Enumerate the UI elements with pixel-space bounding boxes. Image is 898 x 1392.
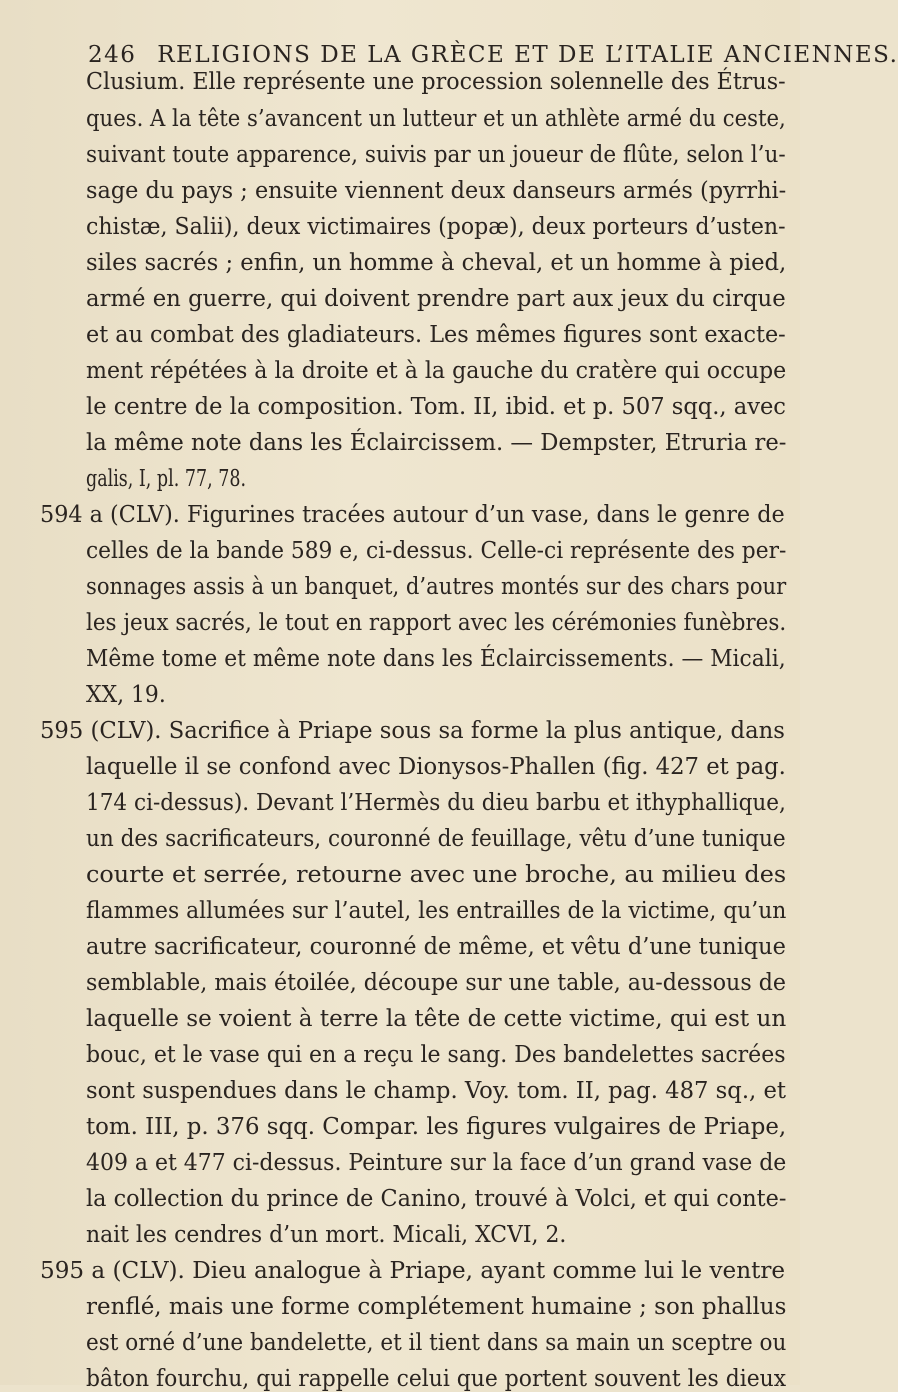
text-line: la même note dans les Éclaircissem. — Dempster, Etruria re- xyxy=(86,428,787,456)
text-line: 594 a (CLV). Figurines tracées autour d’un vase, dans le genre de xyxy=(40,500,785,528)
text-line: tom. III, p. 376 sqq. Compar. les figures vulgaires de Priape, xyxy=(86,1112,787,1140)
text-line: XX, 19. xyxy=(86,680,166,708)
running-title: RELIGIONS DE LA GRÈCE ET DE L’ITALIE ANCIENNES. xyxy=(157,42,898,68)
text-line: Même tome et même note dans les Éclaircissements. — Micali, xyxy=(86,644,786,672)
text-line: celles de la bande 589 e, ci-dessus. Celle-ci représente des per- xyxy=(86,536,787,564)
text-line: 409 a et 477 ci-dessus. Peinture sur la face d’un grand vase de xyxy=(86,1148,787,1176)
text-line: 174 ci-dessus). Devant l’Hermès du dieu barbu et ithyphallique, xyxy=(86,788,786,816)
text-line: autre sacrificateur, couronné de même, et vêtu d’une tunique xyxy=(86,932,786,960)
text-line: Clusium. Elle représente une procession solennelle des Étrus- xyxy=(86,67,786,95)
text-line: sage du pays ; ensuite viennent deux danseurs armés (pyrrhi- xyxy=(86,176,787,204)
text-line: les jeux sacrés, le tout en rapport avec les cérémonies funèbres. xyxy=(86,608,787,636)
text-line: renflé, mais une forme complétement humaine ; son phallus xyxy=(86,1292,787,1320)
running-header xyxy=(88,42,898,68)
page-number: 246 xyxy=(88,42,137,68)
text-line: nait les cendres d’un mort. Micali, XCVI, 2. xyxy=(86,1220,567,1248)
text-line: laquelle il se confond avec Dionysos-Phallen (fig. 427 et pag. xyxy=(86,752,786,780)
text-line: armé en guerre, qui doivent prendre part aux jeux du cirque xyxy=(86,284,786,312)
text-line: sont suspendues dans le champ. Voy. tom. II, pag. 487 sq., et xyxy=(86,1076,787,1104)
text-line: suivant toute apparence, suivis par un joueur de flûte, selon l’u- xyxy=(86,140,786,168)
text-line: courte et serrée, retourne avec une broche, au milieu des xyxy=(86,860,787,888)
text-line: bouc, et le vase qui en a reçu le sang. Des bandelettes sacrées xyxy=(86,1040,786,1068)
text-line: et au combat des gladiateurs. Les mêmes figures sont exacte- xyxy=(86,320,786,348)
text-line: bâton fourchu, qui rappelle celui que portent souvent les dieux xyxy=(86,1364,787,1392)
text-line: 595 (CLV). Sacrifice à Priape sous sa forme la plus antique, dans xyxy=(40,716,785,744)
text-line: siles sacrés ; enfin, un homme à cheval, et un homme à pied, xyxy=(86,248,787,276)
text-line: chistæ, Salii), deux victimaires (popæ), deux porteurs d’usten- xyxy=(86,212,786,240)
text-line: flammes allumées sur l’autel, les entrailles de la victime, qu’un xyxy=(86,896,787,924)
text-line: un des sacrificateurs, couronné de feuillage, vêtu d’une tunique xyxy=(86,824,786,852)
text-line: est orné d’une bandelette, et il tient dans sa main un sceptre ou xyxy=(86,1328,787,1356)
text-line: la collection du prince de Canino, trouvé à Volci, et qui conte- xyxy=(86,1184,787,1212)
text-line: ment répétées à la droite et à la gauche du cratère qui occupe xyxy=(86,356,787,384)
text-line: 595 a (CLV). Dieu analogue à Priape, ayant comme lui le ventre xyxy=(40,1256,786,1284)
text-line: laquelle se voient à terre la tête de cette victime, qui est un xyxy=(86,1004,787,1032)
text-line: ques. A la tête s’avancent un lutteur et un athlète armé du ceste, xyxy=(86,104,786,132)
text-line: le centre de la composition. Tom. II, ibid. et p. 507 sqq., avec xyxy=(86,392,786,420)
text-line: sonnages assis à un banquet, d’autres montés sur des chars pour xyxy=(86,572,787,600)
text-line: galis, I, pl. 77, 78. xyxy=(86,464,247,492)
text-line: semblable, mais étoilée, découpe sur une table, au-dessous de xyxy=(86,968,786,996)
